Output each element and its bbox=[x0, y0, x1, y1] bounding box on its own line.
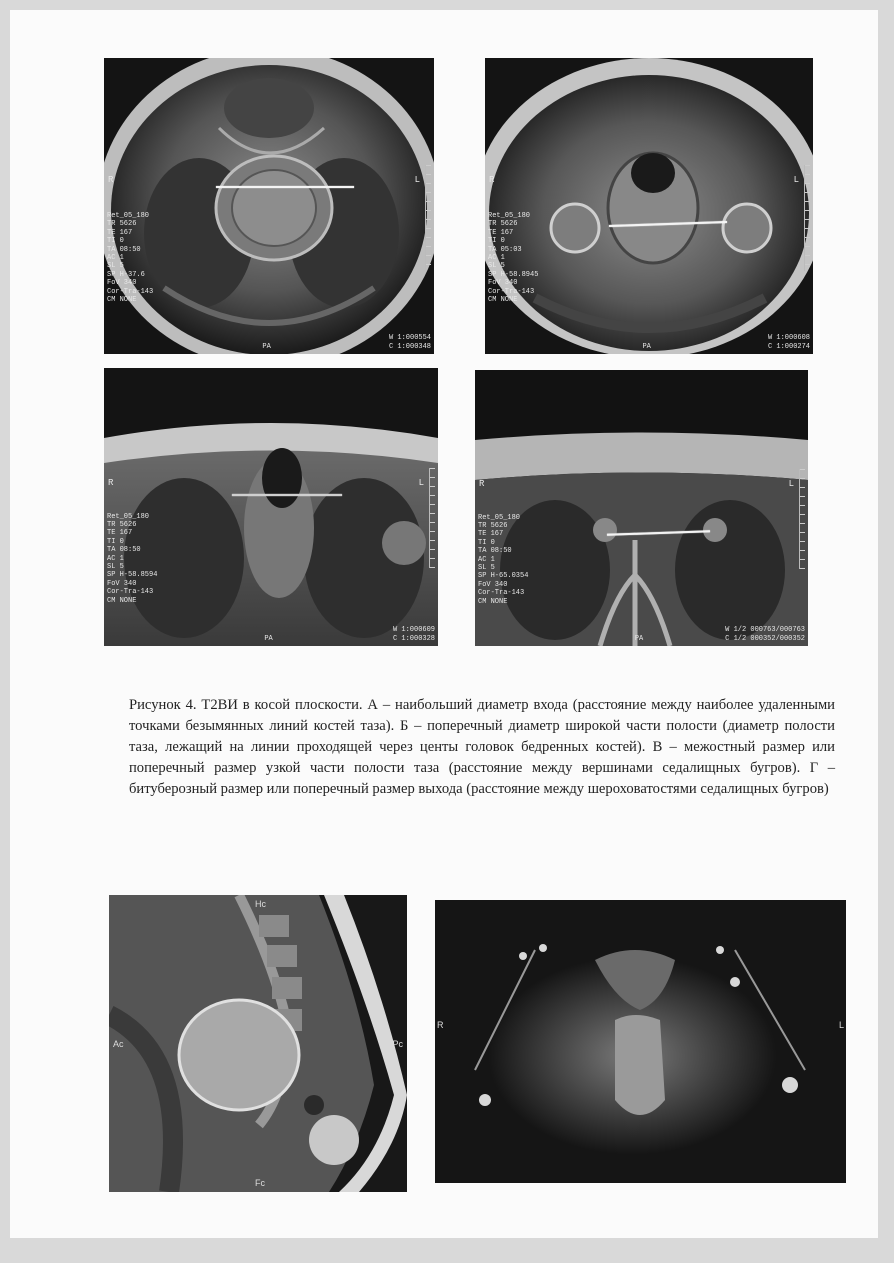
window-center: W 1:000554 C 1:000348 bbox=[388, 334, 431, 351]
mri-sagittal bbox=[109, 895, 407, 1192]
window-center: W 1:000609 C 1:000328 bbox=[392, 626, 435, 643]
orientation-left: R bbox=[489, 175, 495, 186]
mri-panel-b bbox=[485, 58, 813, 354]
orientation-left: Ac bbox=[113, 1039, 124, 1049]
orientation-bottom: Fc bbox=[255, 1178, 265, 1188]
window-center: W 1:000608 C 1:000274 bbox=[767, 334, 810, 351]
phase-direction: PA bbox=[642, 342, 651, 351]
scan-parameters: Ret_05_180 TR 5626 TE 167 TI 0 TA 08:50 AC 1 SL 5 SP H-37.6 FoV 340 Cor-Tra-143 CM NONE bbox=[107, 211, 154, 304]
mri-image-b bbox=[485, 58, 813, 354]
orientation-right: Pc bbox=[392, 1039, 403, 1049]
scale-ruler bbox=[425, 165, 432, 272]
phase-direction: PA bbox=[634, 634, 644, 643]
orientation-left: R bbox=[108, 175, 114, 186]
scale-ruler bbox=[429, 468, 436, 568]
orientation-right: L bbox=[418, 478, 424, 489]
orientation-left: R bbox=[108, 478, 114, 489]
scale-ruler bbox=[804, 165, 811, 272]
orientation-right: L bbox=[793, 175, 799, 186]
measurement-line bbox=[232, 494, 342, 496]
orientation-right: L bbox=[414, 175, 420, 186]
measurement-line bbox=[216, 186, 354, 188]
mri-panel-c bbox=[104, 368, 438, 646]
orientation-top: Hc bbox=[255, 899, 266, 909]
scale-ruler bbox=[799, 469, 806, 568]
mri-image-sagittal bbox=[109, 895, 407, 1192]
phase-direction: PA bbox=[264, 634, 273, 643]
orientation-left: R bbox=[437, 1020, 444, 1030]
mri-coronal bbox=[435, 900, 846, 1183]
orientation-right: L bbox=[838, 1020, 844, 1030]
phase-direction: PA bbox=[262, 342, 271, 351]
mri-image-a bbox=[104, 58, 434, 354]
mri-panel-a bbox=[104, 58, 434, 354]
scan-parameters: Ret_05_180 TR 5626 TE 167 TI 0 TA 05:03 AC 1 SL 5 SP H-58.8945 FoV 340 Cor-Tra-143 CM NONE bbox=[488, 211, 539, 304]
scan-parameters: Ret_05_180 TR 5626 TE 167 TI 0 TA 08:50 AC 1 SL 5 SP H-65.0354 FoV 340 Cor-Tra-143 CM NONE bbox=[478, 513, 529, 606]
window-center: W 1/2 000763/000763 C 1/2 000352/000352 bbox=[725, 626, 805, 643]
scan-parameters: Ret_05_180 TR 5626 TE 167 TI 0 TA 08:50 AC 1 SL 5 SP H-58.8594 FoV 340 Cor-Tra-143 CM NONE bbox=[107, 512, 158, 605]
orientation-left: R bbox=[479, 479, 485, 490]
orientation-right: L bbox=[788, 479, 794, 490]
mri-panel-d bbox=[475, 370, 808, 646]
mri-image-coronal bbox=[435, 900, 846, 1183]
figure-caption: Рисунок 4. Т2ВИ в косой плоскости. А – наибольший диаметр входа (расстояние между наиболее удаленными точками безымянных линий костей таза). Б – поперечный диаметр широкой части полости (диаметр полости таза, лежащий на линии проходящей через центы головок бедренных костей). В – межостный размер или поперечный размер узкой части полости таза (расстояние между вершинами седалищных бугров). Г – битуберозный размер или поперечный размер выхода (расстояние между шероховатостями седалищных бугров) bbox=[129, 697, 835, 797]
document-page bbox=[10, 10, 878, 1238]
